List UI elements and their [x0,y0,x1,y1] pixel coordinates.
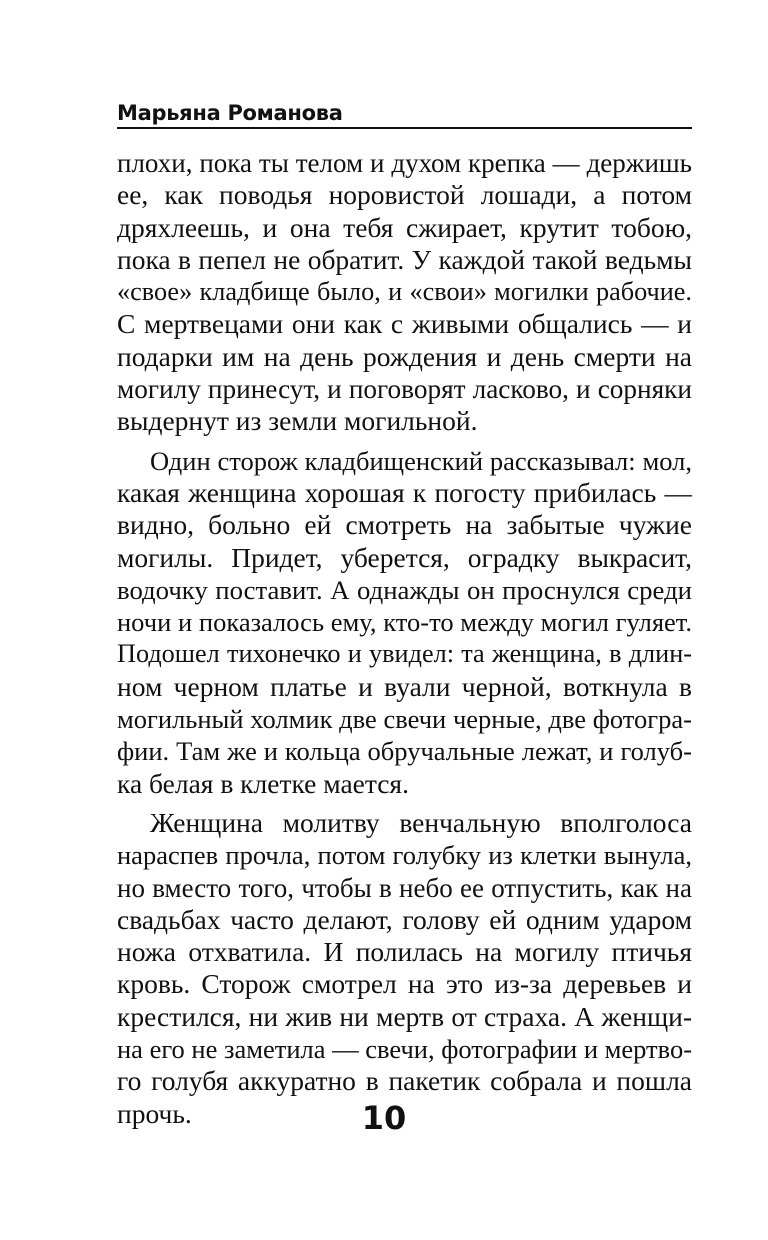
text-line: крестился, ни жив ни мертв от страха. А женщи- [117,1000,692,1032]
page-number: 10 [361,1099,407,1137]
text-line: но вместо того, чтобы в небо ее отпустить, как на [117,872,692,903]
text-line: кровь. Сторож смотрел на это из-за деревьев и [117,968,692,1000]
text-line: «свое» кладбище было, и «свои» могилки рабочие. [117,277,692,307]
text-line: выдернут из земли могильной. [117,405,478,437]
text-line: могилы. Придет, уберется, оградку выкрасит, [117,541,692,573]
text-line: го голубя аккуратно в пакетик собрала и пошла [117,1065,692,1097]
text-line: фии. Там же и кольца обручальные лежат, и голуб- [117,736,692,767]
text-line: Женщина молитву венчальную вполголоса [150,806,692,838]
text-line: свадьбах часто делают, голову ей одним ударом [117,903,692,935]
text-line: водочку поставит. А однажды он проснулся среди [117,574,692,605]
paragraph [117,445,692,800]
header-rule [117,127,692,129]
text-line: ном черном платье и вуали черной, воткнула в [117,670,692,702]
running-head-author: Марьяна Романова [117,101,343,125]
body-text [117,147,692,1137]
text-line: ка белая в клетке мается. [117,767,409,799]
text-line: Подошел тихонечко и увидел: та женщина, в длин- [117,639,692,669]
text-line: прочь. [117,1097,192,1129]
text-line: Один сторож кладбищенский рассказывал: мол, [150,445,692,476]
text-line: на его не заметила — свечи, фотографии и мертво- [117,1034,693,1065]
paragraph [117,147,692,438]
text-line: дряхлеешь, и она тебя сжирает, крутит тобою, [117,211,692,243]
text-line: какая женщина хорошая к погосту прибилась — [117,476,692,508]
text-line: ножа отхватила. И полилась на могилу птичья [117,936,692,968]
text-line: могилу принесут, и поговорят ласково, и сорняки [117,374,692,405]
text-line: плохи, пока ты телом и духом крепка — держишь [117,148,692,178]
text-line: нараспев прочла, потом голубку из клетки вынула, [117,840,692,871]
paragraph [117,807,692,1130]
text-line: ее, как поводья норовистой лошади, а потом [117,179,692,211]
text-line: могильный холмик две свечи черные, две фотогра- [117,704,692,735]
text-line: подарки им на день рождения и день смерти на [117,340,692,372]
text-line: видно, больно ей смотреть на забытые чужие [117,509,692,541]
text-line: С мертвецами они как с живыми общались — и [117,308,692,340]
text-line: ночи и показалось ему, кто-то между могил гуляет. [117,607,692,638]
text-line: пока в пепел не обратит. У каждой такой ведьмы [117,243,692,275]
